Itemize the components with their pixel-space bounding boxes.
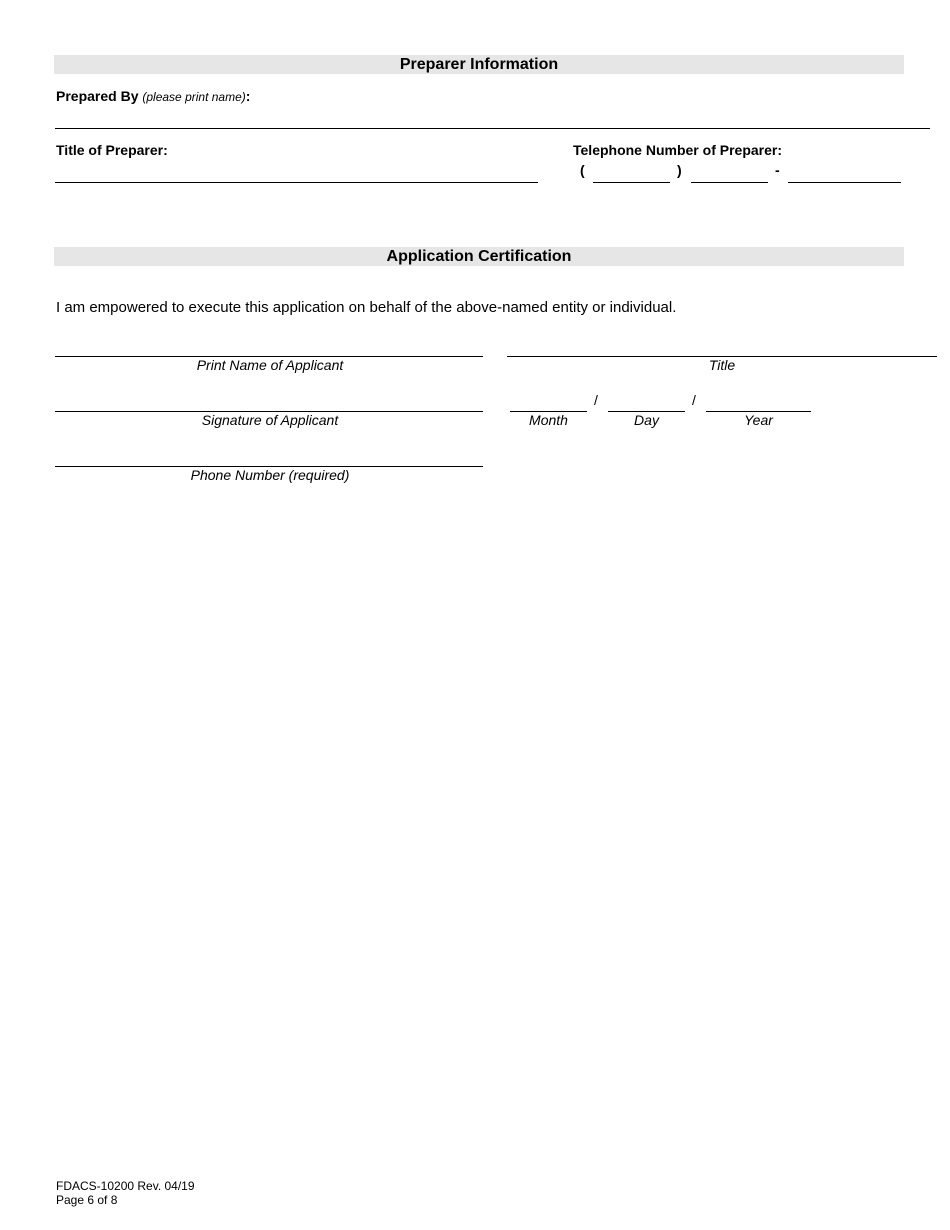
phone-number-caption: Phone Number (required) [190,467,350,483]
title-of-preparer-label: Title of Preparer: [56,142,168,158]
signature-caption: Signature of Applicant [201,412,339,428]
print-name-caption: Print Name of Applicant [196,357,344,373]
year-caption: Year [744,412,773,428]
day-caption: Day [634,412,659,428]
date-slash-1: / [594,392,598,408]
page-number: Page 6 of 8 [56,1193,118,1207]
telephone-of-preparer-label: Telephone Number of Preparer: [573,142,783,158]
form-id: FDACS-10200 Rev. 04/19 [56,1179,195,1193]
phone-dash: - [775,162,780,178]
phone-prefix-line[interactable] [691,182,768,183]
prepared-by-field-line[interactable] [55,128,930,129]
date-slash-2: / [692,392,696,408]
phone-line-number-line[interactable] [788,182,901,183]
application-certification-heading: Application Certification [54,247,904,266]
title-of-preparer-field-line[interactable] [55,182,538,183]
preparer-information-heading: Preparer Information [54,55,904,74]
phone-area-code-line[interactable] [593,182,670,183]
phone-close-paren: ) [677,162,682,178]
prepared-by-label-group [56,88,250,104]
prepared-by-hint: (please print name) [142,90,246,104]
title-caption: Title [708,357,736,373]
prepared-by-colon: : [245,88,251,104]
certification-statement: I am empowered to execute this application on behalf of the above-named entity or individual. [56,299,677,316]
prepared-by-label: Prepared By [56,88,139,104]
footer [56,1179,195,1207]
month-caption: Month [529,412,568,428]
phone-open-paren: ( [580,162,585,178]
